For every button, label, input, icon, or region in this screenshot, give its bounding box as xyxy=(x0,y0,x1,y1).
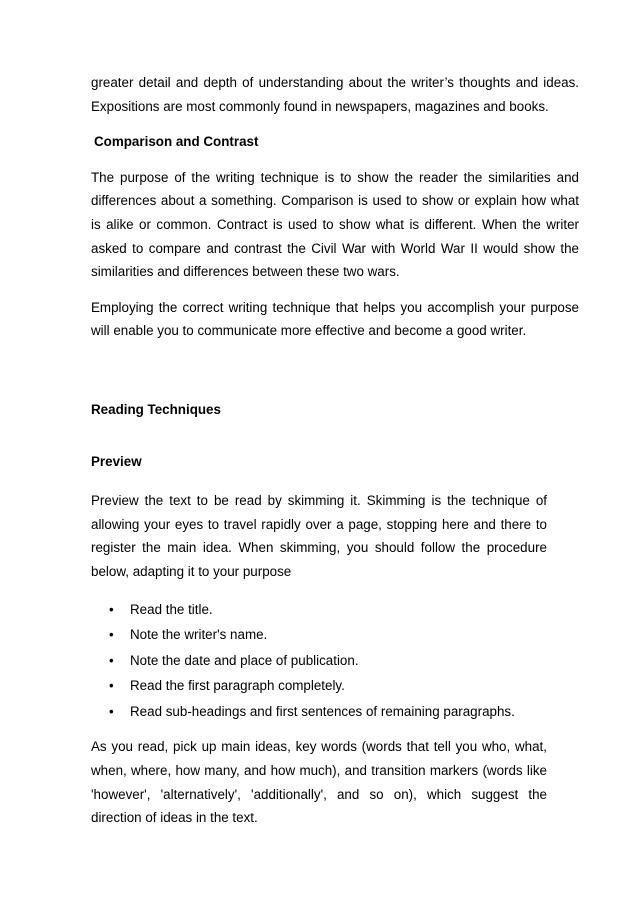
list-item xyxy=(91,674,579,698)
bullet-icon: • xyxy=(109,627,114,643)
intro-line-2: Expositions are most commonly found in newspapers, magazines and books. xyxy=(91,98,549,114)
intro-line-1: greater detail and depth of understanding about the writer’s thoughts and ideas. xyxy=(91,75,579,90)
bullet-icon: • xyxy=(109,601,114,617)
preview-closing: As you read, pick up main ideas, key words (words that tell you who, what, when, where, how many, and how much), and transition markers (words like 'however', 'alternatively', 'additionally', and so on), which suggest the direction of ideas in the text. xyxy=(91,739,547,826)
comparison-paragraph: The purpose of the writing technique is to show the reader the similarities and differences about a something. Comparison is used to show or explain how what is alike or common. Contract is used to show what is different. When the writer asked to compare and contrast the Civil War with World War II would show the similarities and differences between these two wars. xyxy=(91,169,579,280)
bullet-icon: • xyxy=(109,678,114,694)
preview-heading: Preview xyxy=(91,453,142,469)
list-item-text: Read sub-headings and first sentences of remaining paragraphs. xyxy=(130,703,515,719)
list-item xyxy=(91,598,579,622)
list-item xyxy=(91,649,579,673)
preview-bullet-list xyxy=(91,598,579,724)
document-page xyxy=(91,71,579,830)
comparison-heading: Comparison and Contrast xyxy=(94,134,259,150)
list-item-text: Note the date and place of publication. xyxy=(130,652,359,668)
preview-paragraph: Preview the text to be read by skimming it. Skimming is the technique of allowing your eyes to travel rapidly over a page, stopping here and there to register the main idea. When skimming, you should follow the procedure below, adapting it to your purpose xyxy=(91,493,547,579)
reading-techniques-heading: Reading Techniques xyxy=(91,401,221,417)
list-item-text: Read the first paragraph completely. xyxy=(130,678,345,694)
bullet-icon: • xyxy=(109,703,114,719)
bullet-icon: • xyxy=(109,652,114,668)
list-item xyxy=(91,623,579,647)
comparison-closing: Employing the correct writing technique that helps you accomplish your purpose will enable you to communicate more effective and become a good writer. xyxy=(91,299,579,339)
list-item xyxy=(91,700,579,724)
list-item-text: Read the title. xyxy=(130,601,213,617)
list-item-text: Note the writer's name. xyxy=(130,627,268,643)
